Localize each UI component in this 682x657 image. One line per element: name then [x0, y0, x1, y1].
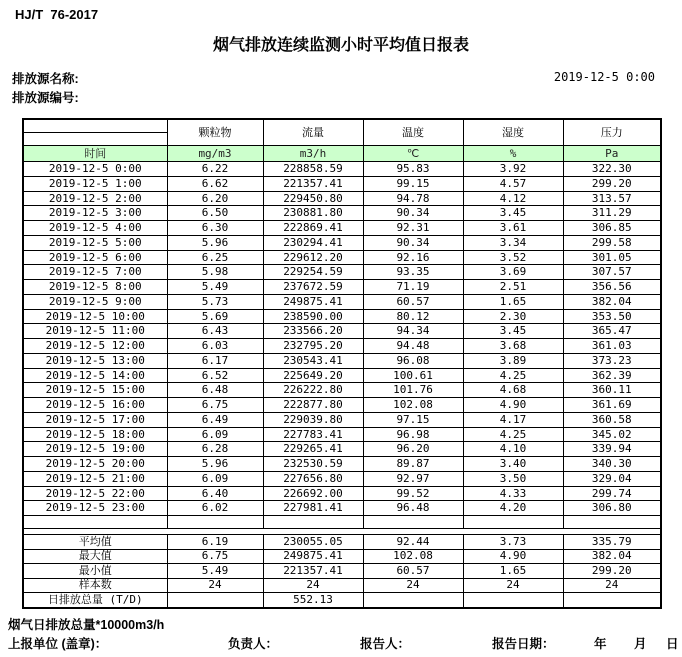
cell-temp: 60.57 — [363, 294, 463, 309]
cell-pm: 6.22 — [167, 162, 263, 177]
unit-cell: mg/m3 — [167, 146, 263, 162]
cell-flow: 226692.00 — [263, 486, 363, 501]
cell-pm: 5.49 — [167, 280, 263, 295]
cell-pressure: 356.56 — [563, 280, 661, 295]
responsible-person-label: 负责人： — [228, 637, 279, 651]
unit-cell: ℃ — [363, 146, 463, 162]
cell-pressure — [563, 593, 661, 608]
cell-pressure: 311.29 — [563, 206, 661, 221]
summary-label: 日排放总量 (T/D) — [23, 593, 167, 608]
cell-pressure: 299.20 — [563, 176, 661, 191]
table-row — [23, 442, 661, 457]
cell-pressure: 382.04 — [563, 549, 661, 564]
summary-rows — [23, 535, 661, 608]
cell-time: 2019-12-5 4:00 — [23, 221, 167, 236]
cell-pm: 5.69 — [167, 309, 263, 324]
cell-temp: 90.34 — [363, 235, 463, 250]
cell-pressure: 373.23 — [563, 353, 661, 368]
cell-humidity: 4.33 — [463, 486, 563, 501]
cell-temp: 99.15 — [363, 176, 463, 191]
cell-pressure: 306.85 — [563, 221, 661, 236]
cell-pm: 6.30 — [167, 221, 263, 236]
cell-temp: 94.34 — [363, 324, 463, 339]
cell-flow: 226222.80 — [263, 383, 363, 398]
cell-humidity: 3.52 — [463, 250, 563, 265]
cell-temp: 102.08 — [363, 549, 463, 564]
cell-temp: 96.48 — [363, 501, 463, 516]
cell-pressure: 365.47 — [563, 324, 661, 339]
table-row — [23, 339, 661, 354]
cell-pm: 6.09 — [167, 427, 263, 442]
data-rows — [23, 162, 661, 516]
cell-temp: 90.34 — [363, 206, 463, 221]
cell-humidity: 4.10 — [463, 442, 563, 457]
page-title: 烟气排放连续监测小时平均值日报表 — [212, 37, 469, 54]
cell-temp: 92.31 — [363, 221, 463, 236]
cell-flow: 232795.20 — [263, 339, 363, 354]
cell-flow: 230543.41 — [263, 353, 363, 368]
header-time-blank-top — [23, 119, 167, 133]
cell-flow: 222869.41 — [263, 221, 363, 236]
cell-humidity: 3.92 — [463, 162, 563, 177]
cell-time: 2019-12-5 22:00 — [23, 486, 167, 501]
year-label: 年 — [594, 637, 607, 651]
cell-humidity: 4.68 — [463, 383, 563, 398]
cell-temp: 92.16 — [363, 250, 463, 265]
cell-pressure: 362.39 — [563, 368, 661, 383]
cell-temp: 92.97 — [363, 471, 463, 486]
cell-temp: 80.12 — [363, 309, 463, 324]
cell-humidity: 4.12 — [463, 191, 563, 206]
table-row — [23, 309, 661, 324]
cell-pressure: 299.20 — [563, 564, 661, 579]
cell-flow: 237672.59 — [263, 280, 363, 295]
cell-flow: 249875.41 — [263, 294, 363, 309]
cell-pressure: 307.57 — [563, 265, 661, 280]
table-row — [23, 412, 661, 427]
cell-humidity: 4.25 — [463, 427, 563, 442]
cell-humidity: 3.61 — [463, 221, 563, 236]
table-row — [23, 221, 661, 236]
cell-pressure: 340.30 — [563, 457, 661, 472]
cell-humidity: 3.73 — [463, 535, 563, 550]
cell-time: 2019-12-5 5:00 — [23, 235, 167, 250]
cell-pressure: 339.94 — [563, 442, 661, 457]
cell-pressure: 299.74 — [563, 486, 661, 501]
cell-humidity: 3.69 — [463, 265, 563, 280]
summary-label: 最小值 — [23, 564, 167, 579]
cell-humidity — [463, 593, 563, 608]
empty-row — [23, 516, 661, 529]
cell-pressure: 361.69 — [563, 398, 661, 413]
cell-flow: 229039.80 — [263, 412, 363, 427]
table-row — [23, 265, 661, 280]
cell-flow: 221357.41 — [263, 176, 363, 191]
time-header: 时间 — [23, 146, 167, 162]
cell-flow: 227656.80 — [263, 471, 363, 486]
table-row — [23, 471, 661, 486]
cell-pm: 6.50 — [167, 206, 263, 221]
cell-flow: 228858.59 — [263, 162, 363, 177]
cell-pressure: 360.11 — [563, 383, 661, 398]
table-row — [23, 176, 661, 191]
source-id-label: 排放源编号: — [12, 91, 79, 105]
cell-pressure: 24 — [563, 578, 661, 593]
cell-time: 2019-12-5 6:00 — [23, 250, 167, 265]
cell-time: 2019-12-5 3:00 — [23, 206, 167, 221]
table-row — [23, 250, 661, 265]
cell-temp: 92.44 — [363, 535, 463, 550]
column-header: 流量 — [263, 119, 363, 146]
summary-row — [23, 593, 661, 608]
unit-row — [23, 146, 661, 162]
cell-pm: 5.73 — [167, 294, 263, 309]
cell-time: 2019-12-5 7:00 — [23, 265, 167, 280]
day-label: 日 — [666, 637, 679, 651]
table-row — [23, 427, 661, 442]
cell-humidity: 4.17 — [463, 412, 563, 427]
cell-pm: 6.02 — [167, 501, 263, 516]
cell-pressure: 345.02 — [563, 427, 661, 442]
cell-humidity: 1.65 — [463, 294, 563, 309]
cell-pressure: 299.58 — [563, 235, 661, 250]
cell-pm: 6.40 — [167, 486, 263, 501]
cell-time: 2019-12-5 9:00 — [23, 294, 167, 309]
table-row — [23, 162, 661, 177]
cell-flow: 221357.41 — [263, 564, 363, 579]
cell-time: 2019-12-5 1:00 — [23, 176, 167, 191]
cell-temp: 89.87 — [363, 457, 463, 472]
cell-pressure: 361.03 — [563, 339, 661, 354]
cell-flow: 552.13 — [263, 593, 363, 608]
cell-temp — [363, 593, 463, 608]
cell-time: 2019-12-5 2:00 — [23, 191, 167, 206]
table-row — [23, 383, 661, 398]
summary-label: 最大值 — [23, 549, 167, 564]
cell-pressure: 301.05 — [563, 250, 661, 265]
cell-time: 2019-12-5 14:00 — [23, 368, 167, 383]
cell-temp: 97.15 — [363, 412, 463, 427]
cell-humidity: 4.90 — [463, 398, 563, 413]
table-row — [23, 280, 661, 295]
cell-pressure: 306.80 — [563, 501, 661, 516]
table-row — [23, 398, 661, 413]
cell-pm: 6.43 — [167, 324, 263, 339]
cell-time: 2019-12-5 19:00 — [23, 442, 167, 457]
table-row — [23, 501, 661, 516]
table-row — [23, 353, 661, 368]
cell-flow: 230881.80 — [263, 206, 363, 221]
report-datetime: 2019-12-5 0:00 — [553, 70, 655, 84]
cell-humidity: 24 — [463, 578, 563, 593]
table-row — [23, 235, 661, 250]
cell-pm: 6.49 — [167, 412, 263, 427]
cell-humidity: 3.68 — [463, 339, 563, 354]
table-row — [23, 324, 661, 339]
monitoring-table — [22, 118, 662, 609]
column-header: 压力 — [563, 119, 661, 146]
cell-pm: 6.03 — [167, 339, 263, 354]
cell-flow: 227981.41 — [263, 501, 363, 516]
cell-pm: 6.25 — [167, 250, 263, 265]
cell-humidity: 1.65 — [463, 564, 563, 579]
cell-temp: 95.83 — [363, 162, 463, 177]
cell-pressure: 382.04 — [563, 294, 661, 309]
cell-humidity: 3.34 — [463, 235, 563, 250]
cell-humidity: 3.50 — [463, 471, 563, 486]
cell-pm: 6.09 — [167, 471, 263, 486]
cell-humidity: 3.40 — [463, 457, 563, 472]
reporter-label: 报告人： — [360, 637, 411, 651]
cell-time: 2019-12-5 0:00 — [23, 162, 167, 177]
cell-pm: 6.17 — [167, 353, 263, 368]
cell-time: 2019-12-5 23:00 — [23, 501, 167, 516]
summary-row — [23, 535, 661, 550]
cell-time: 2019-12-5 13:00 — [23, 353, 167, 368]
cell-temp: 24 — [363, 578, 463, 593]
cell-temp: 99.52 — [363, 486, 463, 501]
cell-pm: 6.75 — [167, 398, 263, 413]
cell-humidity: 4.25 — [463, 368, 563, 383]
cell-temp: 94.48 — [363, 339, 463, 354]
cell-pressure: 313.57 — [563, 191, 661, 206]
cell-humidity: 2.51 — [463, 280, 563, 295]
summary-row — [23, 564, 661, 579]
unit-cell: m3/h — [263, 146, 363, 162]
cell-flow: 222877.80 — [263, 398, 363, 413]
cell-flow: 227783.41 — [263, 427, 363, 442]
source-name-label: 排放源名称: — [12, 72, 79, 86]
cell-pm: 6.19 — [167, 535, 263, 550]
cell-temp: 102.08 — [363, 398, 463, 413]
header-time-blank-bottom — [23, 133, 167, 146]
cell-time: 2019-12-5 17:00 — [23, 412, 167, 427]
header-row-top — [23, 119, 661, 133]
cell-time: 2019-12-5 21:00 — [23, 471, 167, 486]
total-emission-note: 烟气日排放总量*10000m3/h — [8, 618, 165, 632]
cell-time: 2019-12-5 12:00 — [23, 339, 167, 354]
cell-pm: 5.96 — [167, 457, 263, 472]
cell-temp: 96.98 — [363, 427, 463, 442]
cell-humidity: 4.90 — [463, 549, 563, 564]
cell-pressure: 360.58 — [563, 412, 661, 427]
standard-code: HJ/T 76-2017 — [15, 7, 99, 22]
table-row — [23, 294, 661, 309]
cell-flow: 230294.41 — [263, 235, 363, 250]
table-row — [23, 191, 661, 206]
cell-temp: 94.78 — [363, 191, 463, 206]
cell-temp: 100.61 — [363, 368, 463, 383]
cell-pm: 6.20 — [167, 191, 263, 206]
cell-pm: 6.52 — [167, 368, 263, 383]
cell-flow: 229265.41 — [263, 442, 363, 457]
table-row — [23, 206, 661, 221]
cell-temp: 96.20 — [363, 442, 463, 457]
unit-cell: % — [463, 146, 563, 162]
cell-flow: 24 — [263, 578, 363, 593]
column-header: 颗粒物 — [167, 119, 263, 146]
table-row — [23, 368, 661, 383]
cell-flow: 229612.20 — [263, 250, 363, 265]
cell-humidity: 3.89 — [463, 353, 563, 368]
cell-pm: 5.49 — [167, 564, 263, 579]
cell-time: 2019-12-5 20:00 — [23, 457, 167, 472]
cell-humidity: 4.57 — [463, 176, 563, 191]
cell-humidity: 3.45 — [463, 324, 563, 339]
cell-humidity: 4.20 — [463, 501, 563, 516]
cell-pm: 6.62 — [167, 176, 263, 191]
month-label: 月 — [634, 637, 647, 651]
table-row — [23, 457, 661, 472]
cell-humidity: 3.45 — [463, 206, 563, 221]
cell-pm: 5.96 — [167, 235, 263, 250]
cell-time: 2019-12-5 18:00 — [23, 427, 167, 442]
cell-temp: 96.08 — [363, 353, 463, 368]
cell-time: 2019-12-5 8:00 — [23, 280, 167, 295]
cell-flow: 229450.80 — [263, 191, 363, 206]
cell-temp: 71.19 — [363, 280, 463, 295]
summary-row — [23, 549, 661, 564]
cell-flow: 232530.59 — [263, 457, 363, 472]
cell-flow: 233566.20 — [263, 324, 363, 339]
cell-pressure: 329.04 — [563, 471, 661, 486]
cell-flow: 225649.20 — [263, 368, 363, 383]
unit-cell: Pa — [563, 146, 661, 162]
cell-pm: 6.48 — [167, 383, 263, 398]
report-unit-label: 上报单位 (盖章)： — [8, 637, 108, 651]
column-header: 湿度 — [463, 119, 563, 146]
column-header: 温度 — [363, 119, 463, 146]
cell-flow: 230055.05 — [263, 535, 363, 550]
cell-time: 2019-12-5 10:00 — [23, 309, 167, 324]
summary-label: 样本数 — [23, 578, 167, 593]
cell-temp: 101.76 — [363, 383, 463, 398]
cell-pressure: 353.50 — [563, 309, 661, 324]
cell-temp: 60.57 — [363, 564, 463, 579]
cell-flow: 229254.59 — [263, 265, 363, 280]
report-date-label: 报告日期： — [492, 637, 555, 651]
cell-pm — [167, 593, 263, 608]
cell-time: 2019-12-5 16:00 — [23, 398, 167, 413]
summary-row — [23, 578, 661, 593]
summary-label: 平均值 — [23, 535, 167, 550]
cell-pressure: 322.30 — [563, 162, 661, 177]
cell-temp: 93.35 — [363, 265, 463, 280]
cell-flow: 249875.41 — [263, 549, 363, 564]
cell-pm: 6.28 — [167, 442, 263, 457]
table-row — [23, 486, 661, 501]
cell-humidity: 2.30 — [463, 309, 563, 324]
cell-pm: 5.98 — [167, 265, 263, 280]
cell-pressure: 335.79 — [563, 535, 661, 550]
cell-time: 2019-12-5 11:00 — [23, 324, 167, 339]
cell-flow: 238590.00 — [263, 309, 363, 324]
cell-pm: 24 — [167, 578, 263, 593]
cell-pm: 6.75 — [167, 549, 263, 564]
cell-time: 2019-12-5 15:00 — [23, 383, 167, 398]
